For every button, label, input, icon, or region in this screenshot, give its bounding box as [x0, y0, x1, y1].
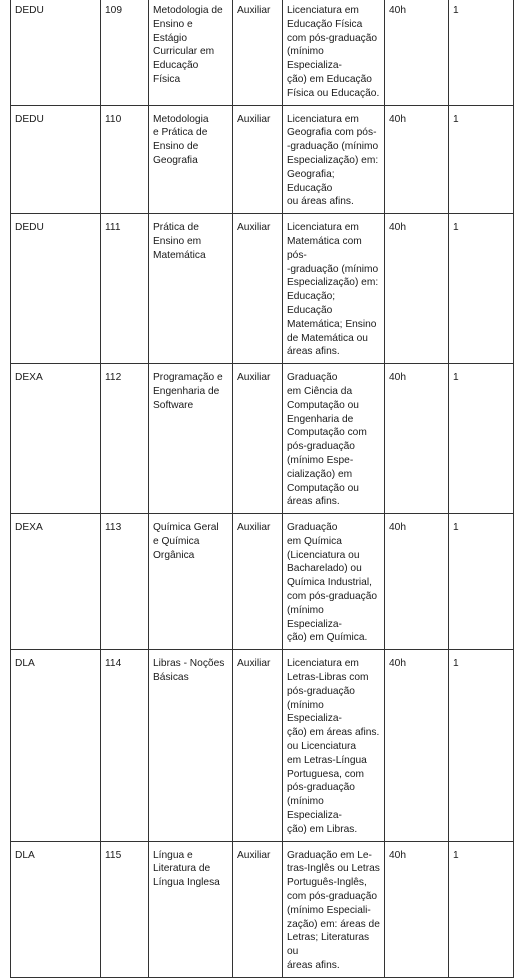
workload-cell: 40h: [385, 514, 449, 650]
workload-cell: 40h: [385, 650, 449, 841]
discipline-cell: Química Geral e Química Orgânica: [149, 514, 233, 650]
code-cell: 111: [101, 214, 149, 364]
requirement-cell: Licenciatura em Letras-Libras com pós-graduação (mínimo Especializa- ção) em áreas afins. ou Licenciatura em Letras-Língua Portuguesa, com pós-graduação (mínimo Especializa- ção) em Libras.: [283, 650, 385, 841]
department-cell: DEDU: [11, 105, 101, 214]
discipline-cell: Metodologia de Ensino e Estágio Curricular em Educação Física: [149, 0, 233, 105]
workload-cell: 40h: [385, 364, 449, 514]
department-cell: DEDU: [11, 214, 101, 364]
code-cell: 114: [101, 650, 149, 841]
vacancies-cell: 1: [449, 0, 514, 105]
table-row: [11, 214, 514, 364]
category-cell: Auxiliar: [233, 841, 283, 977]
discipline-cell: Metodologia e Prática de Ensino de Geografia: [149, 105, 233, 214]
category-cell: Auxiliar: [233, 214, 283, 364]
department-cell: DEDU: [11, 0, 101, 105]
discipline-cell: Prática de Ensino em Matemática: [149, 214, 233, 364]
category-cell: Auxiliar: [233, 0, 283, 105]
code-cell: 109: [101, 0, 149, 105]
requirement-cell: Licenciatura em Matemática com pós- -graduação (mínimo Especialização) em: Educação; Educação Matemática; Ensino de Matemática ou áreas afins.: [283, 214, 385, 364]
category-cell: Auxiliar: [233, 650, 283, 841]
category-cell: Auxiliar: [233, 364, 283, 514]
code-cell: 112: [101, 364, 149, 514]
department-cell: DLA: [11, 650, 101, 841]
requirement-cell: Licenciatura em Educação Física com pós-graduação (mínimo Especializa- ção) em Educação Física ou Educação.: [283, 0, 385, 105]
vacancies-cell: 1: [449, 650, 514, 841]
requirement-cell: Licenciatura em Geografia com pós- -graduação (mínimo Especialização) em: Geografia; Educação ou áreas afins.: [283, 105, 385, 214]
table-row: [11, 364, 514, 514]
discipline-cell: Língua e Literatura de Língua Inglesa: [149, 841, 233, 977]
code-cell: 113: [101, 514, 149, 650]
requirement-cell: Graduação em Le- tras-Inglês ou Letras Português-Inglês, com pós-graduação (mínimo Especiali- zação) em: áreas de Letras; Literaturas ou áreas afins.: [283, 841, 385, 977]
vacancies-cell: 1: [449, 364, 514, 514]
workload-cell: 40h: [385, 841, 449, 977]
table-row: [11, 105, 514, 214]
department-cell: DLA: [11, 841, 101, 977]
discipline-cell: Libras - Noções Básicas: [149, 650, 233, 841]
table-row: [11, 650, 514, 841]
vacancies-cell: 1: [449, 841, 514, 977]
discipline-cell: Programação e Engenharia de Software: [149, 364, 233, 514]
code-cell: 115: [101, 841, 149, 977]
vacancy-table-body: [11, 0, 514, 977]
category-cell: Auxiliar: [233, 105, 283, 214]
department-cell: DEXA: [11, 364, 101, 514]
workload-cell: 40h: [385, 105, 449, 214]
department-cell: DEXA: [11, 514, 101, 650]
vacancy-table: [10, 0, 514, 978]
vacancies-cell: 1: [449, 514, 514, 650]
workload-cell: 40h: [385, 0, 449, 105]
requirement-cell: Graduação em Química (Licenciatura ou Bacharelado) ou Química Industrial, com pós-graduação (mínimo Especializa- ção) em Química.: [283, 514, 385, 650]
table-row: [11, 841, 514, 977]
category-cell: Auxiliar: [233, 514, 283, 650]
vacancies-cell: 1: [449, 105, 514, 214]
requirement-cell: Graduação em Ciência da Computação ou Engenharia de Computação com pós-graduação (mínimo Espe- cialização) em Computação ou áreas afins.: [283, 364, 385, 514]
table-row: [11, 0, 514, 105]
code-cell: 110: [101, 105, 149, 214]
table-row: [11, 514, 514, 650]
vacancies-cell: 1: [449, 214, 514, 364]
workload-cell: 40h: [385, 214, 449, 364]
